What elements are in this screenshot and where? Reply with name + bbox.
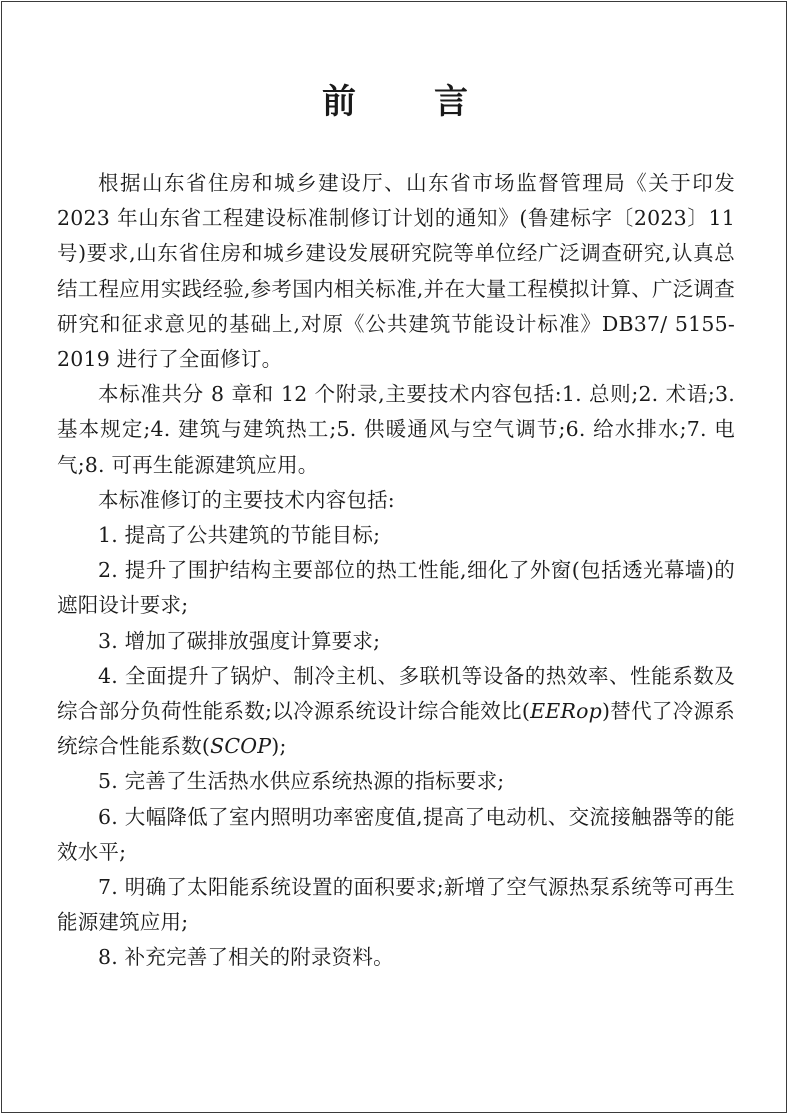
revision-item-2: 2. 提升了围护结构主要部位的热工性能,细化了外窗(包括透光幕墙)的遮阳设计要求; [57,558,735,618]
revision-item-5: 5. 完善了生活热水供应系统热源的指标要求; [98,769,505,794]
revision-item-4-eerop: EERop [530,699,602,724]
revision-item-6: 6. 大幅降低了室内照明功率密度值,提高了电动机、交流接触器等的能效水平; [57,804,735,864]
title-char-1: 前 [322,82,358,122]
paragraph-revision-intro: 本标准修订的主要技术内容包括: [98,487,395,512]
revision-item-7: 7. 明确了太阳能系统设置的面积要求;新增了空气源热泵系统等可再生能源建筑应用; [57,875,735,935]
revision-item-4 [57,659,735,765]
revision-item-1: 1. 提高了公共建筑的节能目标; [98,523,381,548]
revision-item-4-text-a: 4. 全面提升了锅炉、制冷主机、多联机等设备的热效率、性能系数及综合部分负荷性能系数;以冷源系统设计综合能效比( [57,663,735,724]
revision-item-4-text-c: )替代了冷源系统综合性能系数( [57,699,735,759]
title-char-2: 言 [434,82,470,122]
revision-item-8: 8. 补充完善了相关的附录资料。 [98,945,394,970]
paragraph-basis: 根据山东省住房和城乡建设厅、山东省市场监督管理局《关于印发 2023 年山东省工程建设标准制修订计划的通知》(鲁建标字〔2023〕11 号)要求,山东省住房和城乡建设发展研究院等单位经广泛调查研究,认真总结工程应用实践经验,参考国内相关标准,并在大量工程模拟计算、广泛调查研究和征求意见的基础上,对原《公共建筑节能设计标准》DB37/ 5155-2019 进行了全面修订。 [57,171,735,372]
paragraph-scope: 本标准共分 8 章和 12 个附录,主要技术内容包括:1. 总则;2. 术语;3. 基本规定;4. 建筑与建筑热工;5. 供暖通风与空气调节;6. 给水排水;7. 电气;8. 可再生能源建筑应用。 [57,382,735,477]
page-title [57,74,735,130]
revision-item-4-scop: SCOP [210,734,272,759]
revision-item-3: 3. 增加了碳排放强度计算要求; [98,628,381,653]
document-body [57,74,735,976]
revision-item-4-text-e: ); [271,734,287,759]
